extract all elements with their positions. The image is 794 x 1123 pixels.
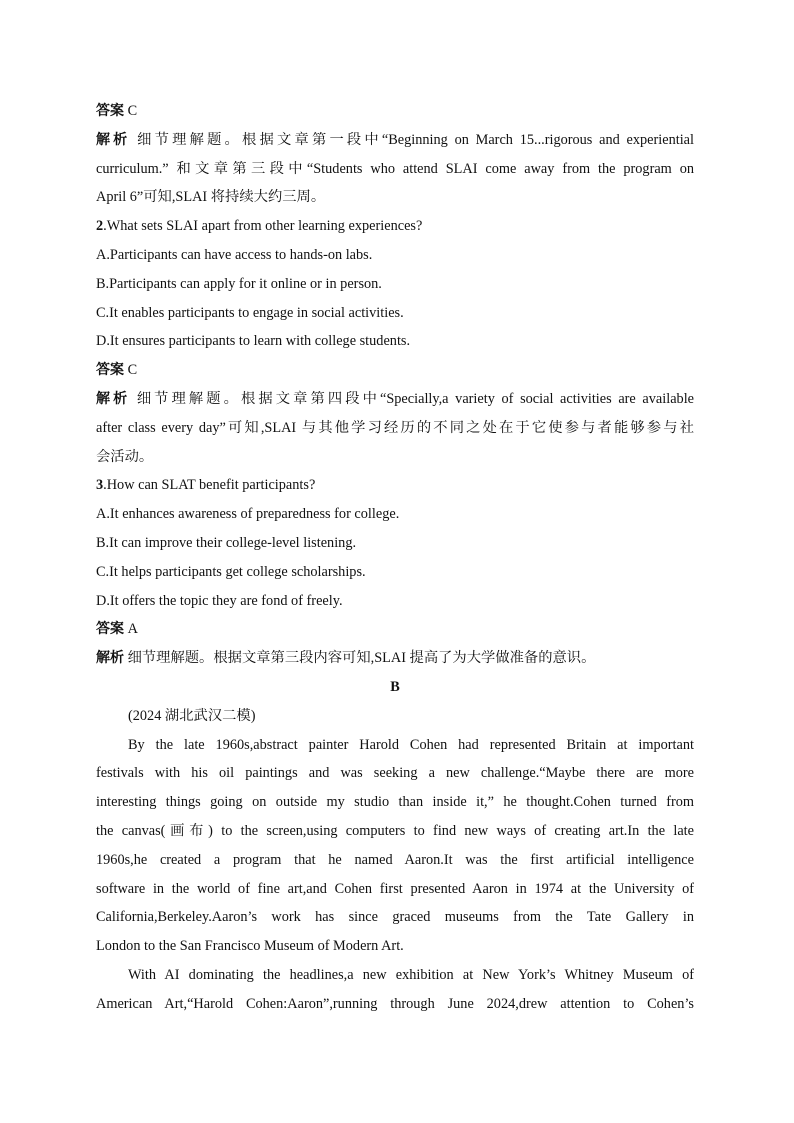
passage-para1-line-3: interesting things going on outside my studio than inside it,” he thought.Cohen turned from <box>96 794 694 811</box>
q3-option-a: A.It enhances awareness of preparedness for college. <box>96 506 400 523</box>
q1-analysis-line-1 <box>96 126 694 155</box>
q2-option-a: A.Participants can have access to hands-on labs. <box>96 246 373 263</box>
analysis-text: 细节理解题。根据文章第一段中“Beginning on March 15...rigorous and experiential <box>137 131 694 148</box>
passage-para1-line-2: festivals with his oil paintings and was seeking a new challenge.“Maybe there are more <box>96 765 694 782</box>
q3-option-c: C.It helps participants get college scholarships. <box>96 563 366 580</box>
answer-value: C <box>127 362 138 379</box>
q1-analysis-line-3: April 6”可知,SLAI 将持续大约三周。 <box>96 189 326 206</box>
question-text: .How can SLAT benefit participants? <box>103 477 316 494</box>
q2-question <box>96 212 694 241</box>
analysis-label: 解析 <box>96 390 131 407</box>
q2-option-c: C.It enables participants to engage in social activities. <box>96 304 404 321</box>
question-number: 3 <box>96 477 104 494</box>
question-text: .What sets SLAI apart from other learning experiences? <box>103 218 423 235</box>
answer-label: 答案 <box>96 362 124 379</box>
q2-analysis-line-2: after class every day”可知,SLAI 与其他学习经历的不同之处在于它使参与者能够参与社 <box>96 419 694 436</box>
analysis-label: 解析 <box>96 650 124 667</box>
passage-para2-line-1: With AI dominating the headlines,a new exhibition at New York’s Whitney Museum of <box>128 966 694 983</box>
passage-para1-line-8: London to the San Francisco Museum of Modern Art. <box>96 938 404 955</box>
q2-analysis-line-3: 会活动。 <box>96 448 154 465</box>
answer-value: A <box>127 621 138 638</box>
analysis-text: 细节理解题。根据文章第四段中“Specially,a variety of social activities are available <box>136 390 694 407</box>
analysis-text: 细节理解题。根据文章第三段内容可知,SLAI 提高了为大学做准备的意识。 <box>127 650 596 667</box>
q3-question <box>96 471 694 500</box>
analysis-label: 解析 <box>96 131 131 148</box>
q1-answer <box>96 97 694 126</box>
passage-source: (2024 湖北武汉二模) <box>128 707 256 724</box>
q2-option-d: D.It ensures participants to learn with college students. <box>96 333 411 350</box>
passage-para1-line-4: the canvas(画布) to the screen,using computers to find new ways of creating art.In the late <box>96 822 694 839</box>
q2-option-b: B.Participants can apply for it online or in person. <box>96 275 382 292</box>
passage-para1-line-1: By the late 1960s,abstract painter Harold Cohen had represented Britain at important <box>128 736 694 753</box>
passage-para1-line-6: software in the world of fine art,and Cohen first presented Aaron in 1974 at the University of <box>96 880 694 897</box>
q1-analysis-line-2: curriculum.” 和文章第三段中“Students who attend SLAI come away from the program on <box>96 160 694 177</box>
passage-para1-line-5: 1960s,he created a program that he named Aaron.It was the first artificial intelligence <box>96 851 694 868</box>
answer-label: 答案 <box>96 621 124 638</box>
document-content <box>96 97 694 1019</box>
q3-answer <box>96 615 694 644</box>
passage-para1-line-7: California,Berkeley.Aaron’s work has since graced museums from the Tate Gallery in <box>96 909 694 926</box>
q3-option-d: D.It offers the topic they are fond of freely. <box>96 592 343 609</box>
q3-analysis <box>96 644 694 673</box>
answer-label: 答案 <box>96 103 124 119</box>
q3-option-b: B.It can improve their college-level listening. <box>96 534 357 551</box>
passage-para2-line-2: American Art,“Harold Cohen:Aaron”,running through June 2024,drew attention to Cohen’s <box>96 995 694 1012</box>
q2-answer <box>96 356 694 385</box>
q2-analysis-line-1 <box>96 385 694 414</box>
answer-value: C <box>127 103 138 119</box>
section-heading: B <box>390 678 400 695</box>
question-number: 2 <box>96 218 104 235</box>
